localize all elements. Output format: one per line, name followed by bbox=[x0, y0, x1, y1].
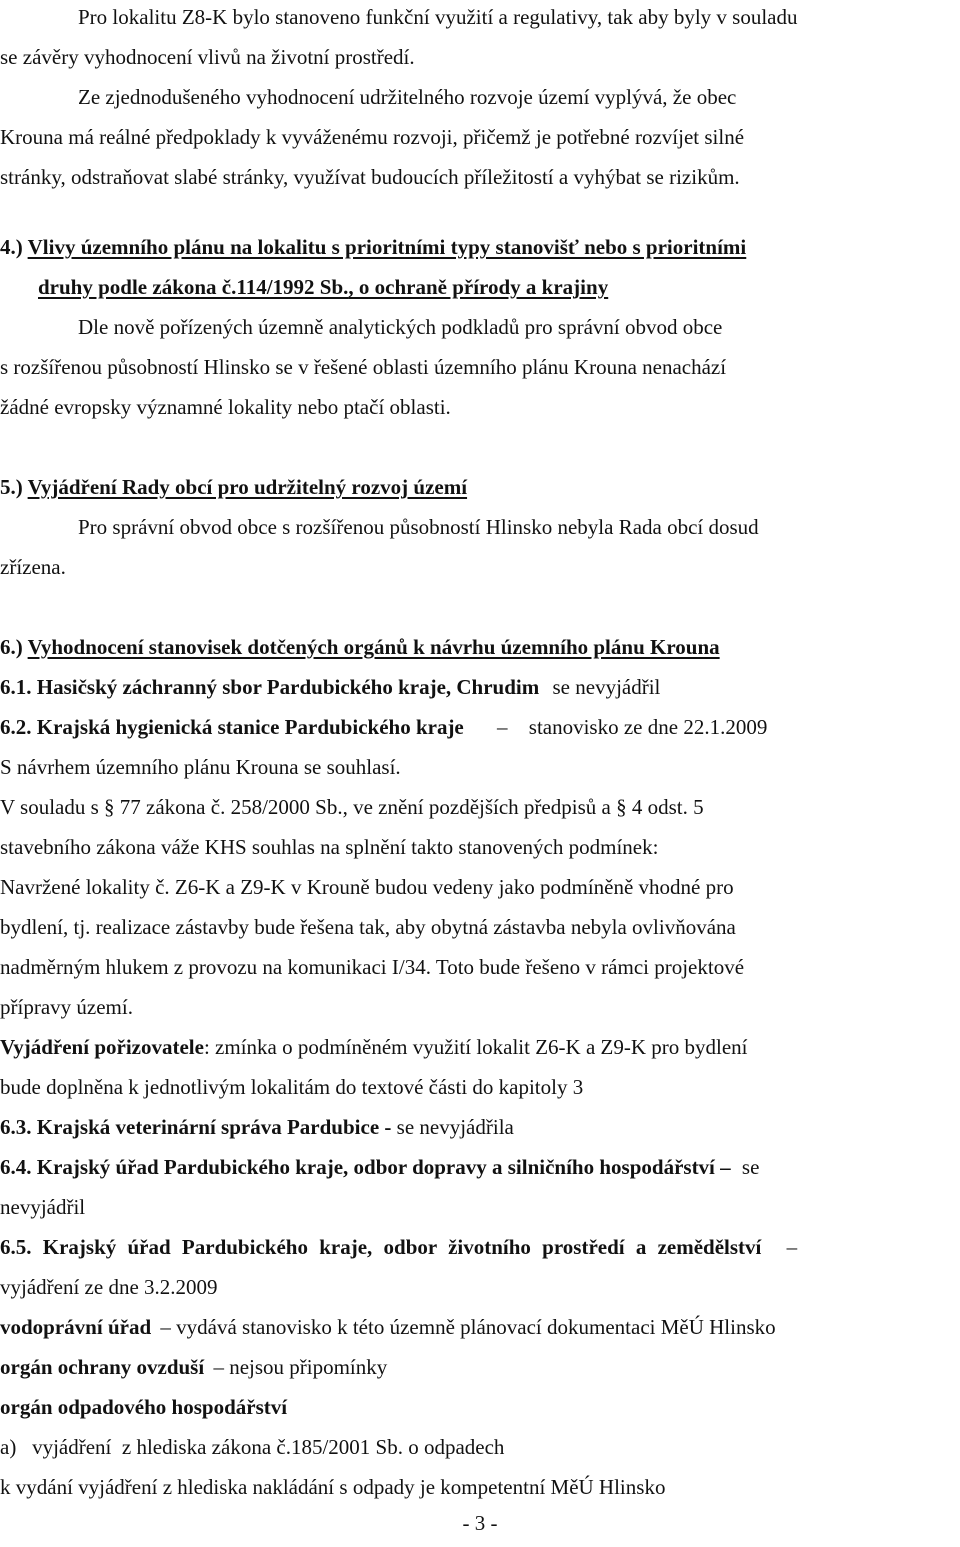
organ-odpadoveho-hospodarstvi: orgán odpadového hospodářství bbox=[0, 1395, 288, 1419]
section-4-title: Vlivy územního plánu na lokalitu s prioritními typy stanovišť nebo s prioritními bbox=[27, 235, 747, 259]
item-6-5-line-2: vyjádření ze dne 3.2.2009 bbox=[0, 1275, 218, 1299]
paragraph-1-line-1: Pro lokalitu Z8-K bylo stanoveno funkční využití a regulativy, tak aby byly v souladu bbox=[78, 5, 798, 29]
organ-ochrany-ovzdusi-text: – nejsou připomínky bbox=[213, 1355, 388, 1379]
item-6-2-line-5: Navržené lokality č. Z6-K a Z9-K v Krouně budou vedeny jako podmíněně vhodné pro bbox=[0, 875, 734, 899]
item-6-2-line-3: V souladu s § 77 zákona č. 258/2000 Sb., ve znění pozdějších předpisů a § 4 odst. 5 bbox=[0, 795, 704, 819]
section-4-line-1: Dle nově pořízených územně analytických podkladů pro správní obvod obce bbox=[78, 315, 723, 339]
vyjadreni-porizovatele-label: Vyjádření pořizovatele bbox=[0, 1035, 204, 1059]
section-4-number: 4.) bbox=[0, 235, 23, 259]
item-6-2-line-2: S návrhem územního plánu Krouna se souhlasí. bbox=[0, 755, 401, 779]
organ-ochrany-ovzdusi-label: orgán ochrany ovzduší bbox=[0, 1355, 205, 1379]
section-4-line-2: s rozšířenou působností Hlinsko se v řešené oblasti územního plánu Krouna nenachází bbox=[0, 355, 727, 379]
item-6-1-title: 6.1. Hasičský záchranný sbor Pardubického kraje, Chrudim bbox=[0, 675, 540, 699]
odpady-line-2: k vydání vyjádření z hlediska nakládání s odpady je kompetentní MěÚ Hlinsko bbox=[0, 1475, 666, 1499]
odpady-item-a: a) vyjádření z hlediska zákona č.185/2001 Sb. o odpadech bbox=[0, 1435, 505, 1459]
item-6-2: 6.2. Krajská hygienická stanice Pardubického kraje – stanovisko ze dne 22.1.2009 bbox=[0, 715, 768, 739]
item-6-3-status: se nevyjádřila bbox=[396, 1115, 514, 1139]
paragraph-1-line-2: se závěry vyhodnocení vlivů na životní prostředí. bbox=[0, 45, 415, 69]
organ-ochrany-ovzdusi bbox=[0, 1354, 960, 1380]
vodopravni-urad-text: – vydává stanovisko k této územně plánovací dokumentaci MěÚ Hlinsko bbox=[160, 1315, 776, 1339]
section-4-line-3: žádné evropsky významné lokality nebo ptačí oblasti. bbox=[0, 395, 451, 419]
item-6-1 bbox=[0, 674, 960, 700]
item-6-5-title: 6.5. Krajský úřad Pardubického kraje, odbor životního prostředí a zemědělství bbox=[0, 1235, 762, 1259]
vyjadreni-porizovatele-text: : zmínka o podmíněném využití lokalit Z6-K a Z9-K pro bydlení bbox=[203, 1035, 748, 1059]
vodopravni-urad bbox=[0, 1314, 960, 1340]
item-6-3-title: 6.3. Krajská veterinární správa Pardubice - bbox=[0, 1115, 392, 1139]
paragraph-2-line-2: Krouna má reálné předpoklady k vyváženému rozvoji, přičemž je potřebné rozvíjet silné bbox=[0, 125, 745, 149]
section-4-heading-line-1 bbox=[0, 234, 960, 260]
page-number: - 3 - bbox=[462, 1511, 498, 1535]
item-6-2-line-7: nadměrným hlukem z provozu na komunikaci I/34. Toto bude řešeno v rámci projektové bbox=[0, 955, 745, 979]
item-6-5: 6.5. Krajský úřad Pardubického kraje, odbor životního prostředí a zemědělství – bbox=[0, 1235, 798, 1259]
item-6-2-line-4: stavebního zákona váže KHS souhlas na splnění takto stanovených podmínek: bbox=[0, 835, 659, 859]
item-6-1-status: se nevyjádřil bbox=[552, 675, 661, 699]
section-5-line-1: Pro správní obvod obce s rozšířenou působností Hlinsko nebyla Rada obcí dosud bbox=[78, 515, 759, 539]
section-6-number: 6.) bbox=[0, 635, 23, 659]
section-5-line-2: zřízena. bbox=[0, 555, 66, 579]
item-6-2-date: stanovisko ze dne 22.1.2009 bbox=[528, 715, 768, 739]
paragraph-2-line-1: Ze zjednodušeného vyhodnocení udržitelného rozvoje území vyplývá, že obec bbox=[78, 85, 737, 109]
item-6-4-line-2: nevyjádřil bbox=[0, 1195, 86, 1219]
item-6-2-line-8: přípravy území. bbox=[0, 995, 133, 1019]
section-5-number: 5.) bbox=[0, 475, 23, 499]
section-6-heading bbox=[0, 634, 960, 660]
section-6-title: Vyhodnocení stanovisek dotčených orgánů k návrhu územního plánu Krouna bbox=[27, 635, 720, 659]
vodopravni-urad-label: vodoprávní úřad bbox=[0, 1315, 152, 1339]
section-4-heading-line-2: druhy podle zákona č.114/1992 Sb., o ochraně přírody a krajiny bbox=[38, 275, 609, 299]
section-5-heading bbox=[0, 474, 960, 500]
item-6-3 bbox=[0, 1114, 960, 1140]
item-6-4-title: 6.4. Krajský úřad Pardubického kraje, odbor dopravy a silničního hospodářství – bbox=[0, 1155, 731, 1179]
paragraph-2-line-3: stránky, odstraňovat slabé stránky, využívat budoucích příležitostí a vyhýbat se rizikům. bbox=[0, 165, 740, 189]
vyjadreni-porizovatele bbox=[0, 1034, 960, 1060]
vyjadreni-porizovatele-line-2: bude doplněna k jednotlivým lokalitám do textové části do kapitoly 3 bbox=[0, 1075, 584, 1099]
section-5-title: Vyjádření Rady obcí pro udržitelný rozvoj území bbox=[27, 475, 468, 499]
item-6-2-line-6: bydlení, tj. realizace zástavby bude řešena tak, aby obytná zástavba nebyla ovlivňována bbox=[0, 915, 736, 939]
item-6-4: 6.4. Krajský úřad Pardubického kraje, odbor dopravy a silničního hospodářství – se bbox=[0, 1155, 760, 1179]
item-6-2-title: 6.2. Krajská hygienická stanice Pardubického kraje bbox=[0, 715, 464, 739]
